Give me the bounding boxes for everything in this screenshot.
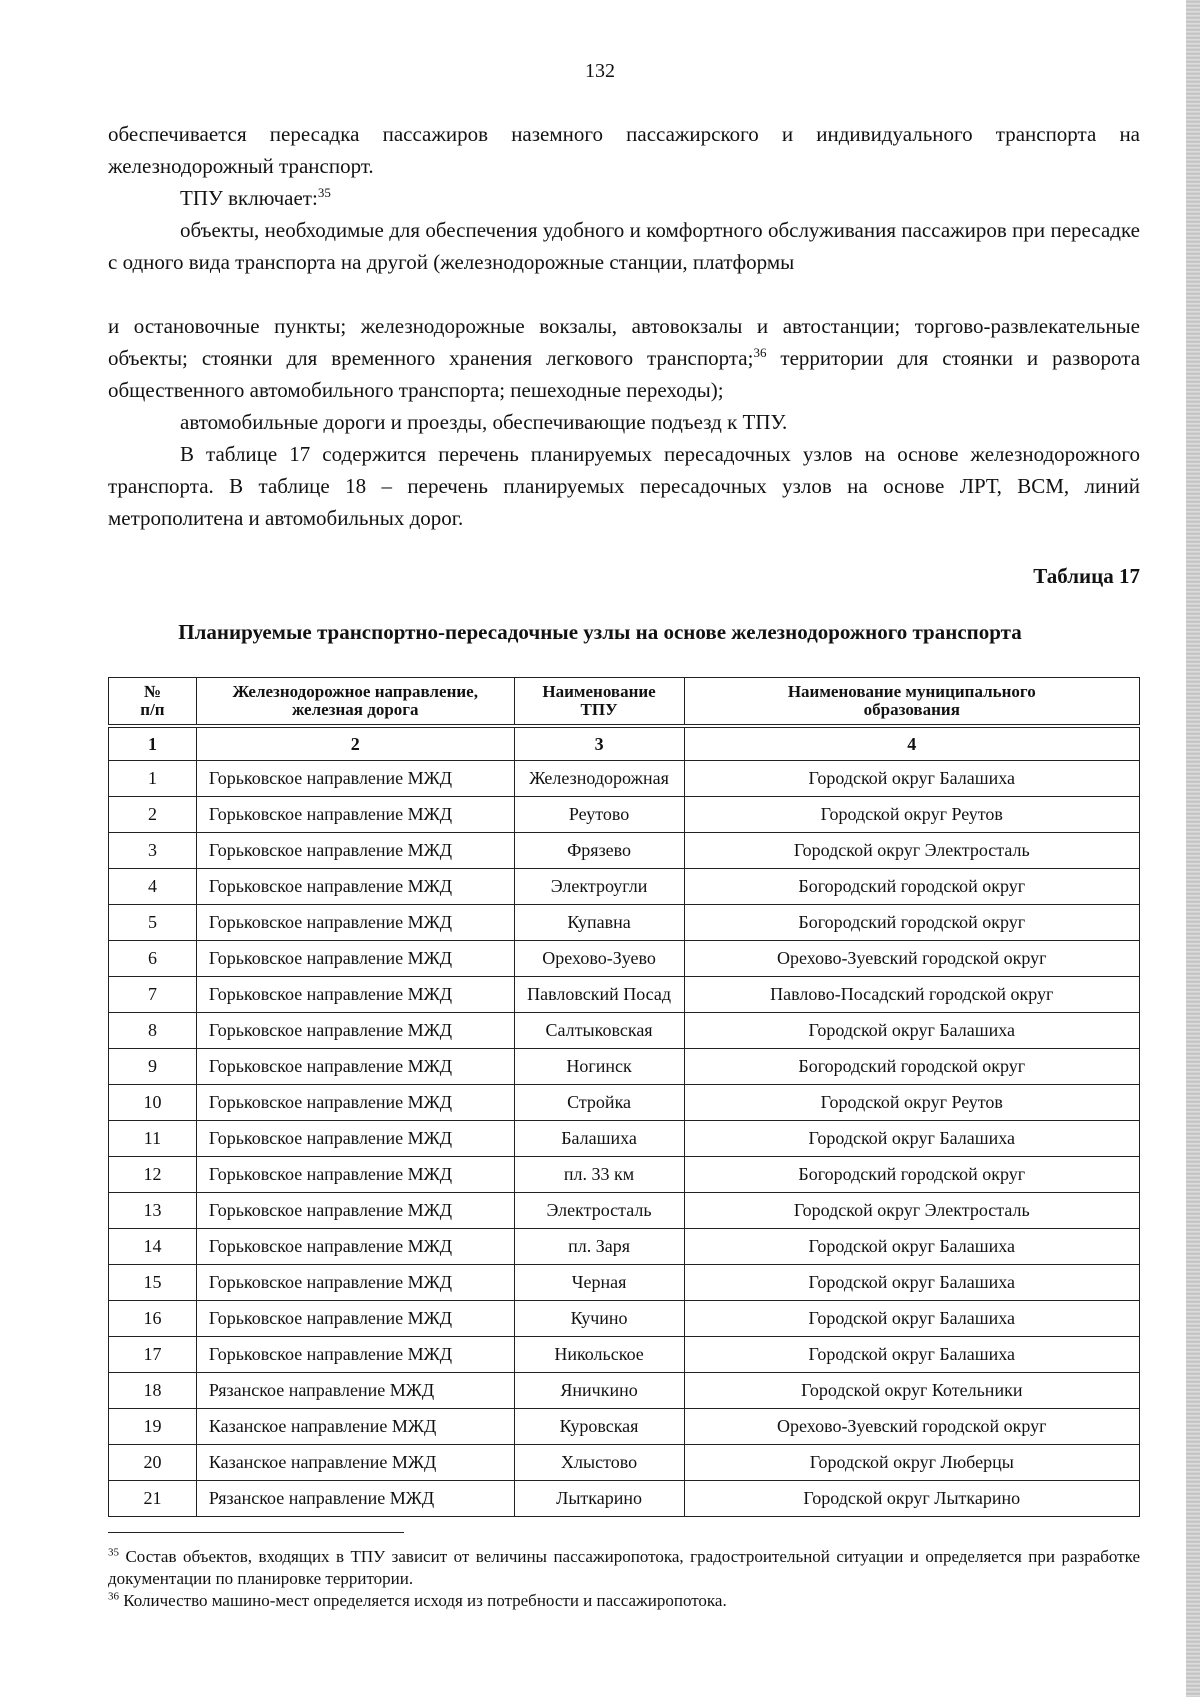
cell-number: 6 xyxy=(109,941,197,977)
table-row xyxy=(109,797,1140,833)
table-row xyxy=(109,1445,1140,1481)
footnote-divider xyxy=(108,1532,404,1533)
cell-tpu-name: Яничкино xyxy=(514,1373,684,1409)
cell-tpu-name: Купавна xyxy=(514,905,684,941)
cell-tpu-name: Электроугли xyxy=(514,869,684,905)
paragraph xyxy=(108,310,1140,406)
table-label: Таблица 17 xyxy=(1033,564,1140,588)
table-row xyxy=(109,761,1140,797)
cell-municipality: Городской округ Люберцы xyxy=(684,1445,1139,1481)
header-tpu-name xyxy=(514,678,684,727)
paragraph xyxy=(108,182,1140,214)
cell-tpu-name: Балашиха xyxy=(514,1121,684,1157)
column-number-row xyxy=(109,726,1140,761)
column-number: 2 xyxy=(196,726,514,761)
cell-municipality: Богородский городской округ xyxy=(684,905,1139,941)
column-number: 3 xyxy=(514,726,684,761)
footnote xyxy=(108,1590,1140,1612)
header-text: № xyxy=(143,682,161,701)
cell-municipality: Богородский городской округ xyxy=(684,1157,1139,1193)
body-text-bottom xyxy=(108,310,1140,534)
paragraph-text: ТПУ включает: xyxy=(180,186,318,210)
cell-municipality: Богородский городской округ xyxy=(684,1049,1139,1085)
table-header-row xyxy=(109,678,1140,727)
cell-number: 12 xyxy=(109,1157,197,1193)
cell-railway-direction: Горьковское направление МЖД xyxy=(196,941,514,977)
cell-number: 17 xyxy=(109,1337,197,1373)
paragraph-text: и остановочные пункты; железнодорожные вокзалы, автовокзалы и автостанции; торгово-развлекательные объекты; стоянки для временного хранения легкового транспорта; xyxy=(108,314,1140,370)
cell-municipality: Городской округ Котельники xyxy=(684,1373,1139,1409)
cell-railway-direction: Горьковское направление МЖД xyxy=(196,1337,514,1373)
cell-number: 5 xyxy=(109,905,197,941)
tpu-table xyxy=(108,677,1140,1517)
scan-edge xyxy=(1186,0,1200,1697)
paragraph: В таблице 17 содержится перечень планируемых пересадочных узлов на основе железнодорожного транспорта. В таблице 18 – перечень планируемых пересадочных узлов на основе ЛРТ, ВСМ, линий метрополитена и автомобильных дорог. xyxy=(108,442,1140,530)
cell-municipality: Городской округ Балашиха xyxy=(684,1301,1139,1337)
body-text-top xyxy=(108,118,1140,278)
footnote-ref[interactable]: 35 xyxy=(317,185,331,200)
table-title: Планируемые транспортно-пересадочные узлы на основе железнодорожного транспорта xyxy=(178,620,1022,644)
cell-municipality: Городской округ Электросталь xyxy=(684,833,1139,869)
table-row xyxy=(109,1337,1140,1373)
table-row xyxy=(109,1229,1140,1265)
footnotes xyxy=(108,1546,1140,1612)
table-row xyxy=(109,869,1140,905)
cell-municipality: Городской округ Балашиха xyxy=(684,1013,1139,1049)
table-row xyxy=(109,1265,1140,1301)
header-text: образования xyxy=(863,700,960,719)
cell-tpu-name: Фрязево xyxy=(514,833,684,869)
cell-railway-direction: Казанское направление МЖД xyxy=(196,1445,514,1481)
cell-railway-direction: Горьковское направление МЖД xyxy=(196,1157,514,1193)
cell-railway-direction: Горьковское направление МЖД xyxy=(196,1049,514,1085)
cell-municipality: Орехово-Зуевский городской округ xyxy=(684,1409,1139,1445)
table-row xyxy=(109,1481,1140,1517)
column-number: 1 xyxy=(109,726,197,761)
header-text: ТПУ xyxy=(580,700,618,719)
header-text: Железнодорожное направление, xyxy=(232,682,478,701)
cell-railway-direction: Горьковское направление МЖД xyxy=(196,905,514,941)
cell-railway-direction: Горьковское направление МЖД xyxy=(196,1265,514,1301)
cell-tpu-name: Павловский Посад xyxy=(514,977,684,1013)
cell-number: 2 xyxy=(109,797,197,833)
header-railway-direction xyxy=(196,678,514,727)
footnote-text: Состав объектов, входящих в ТПУ зависит от величины пассажиропотока, градостроительной ситуации и определяется при разработке документации по планировке территории. xyxy=(108,1547,1140,1588)
header-text: железная дорога xyxy=(291,700,419,719)
cell-tpu-name: Никольское xyxy=(514,1337,684,1373)
cell-railway-direction: Горьковское направление МЖД xyxy=(196,1301,514,1337)
page-number: 132 xyxy=(585,60,615,82)
cell-number: 16 xyxy=(109,1301,197,1337)
cell-municipality: Городской округ Реутов xyxy=(684,1085,1139,1121)
cell-number: 21 xyxy=(109,1481,197,1517)
table-row xyxy=(109,1193,1140,1229)
cell-railway-direction: Горьковское направление МЖД xyxy=(196,761,514,797)
cell-railway-direction: Казанское направление МЖД xyxy=(196,1409,514,1445)
header-municipality xyxy=(684,678,1139,727)
cell-railway-direction: Горьковское направление МЖД xyxy=(196,977,514,1013)
cell-tpu-name: пл. 33 км xyxy=(514,1157,684,1193)
cell-number: 7 xyxy=(109,977,197,1013)
table-row xyxy=(109,1301,1140,1337)
cell-municipality: Городской округ Балашиха xyxy=(684,1337,1139,1373)
table-row xyxy=(109,905,1140,941)
column-number: 4 xyxy=(684,726,1139,761)
footnote-mark: 36 xyxy=(108,1590,119,1603)
cell-number: 15 xyxy=(109,1265,197,1301)
footnote-text: Количество машино-мест определяется исходя из потребности и пассажиропотока. xyxy=(119,1591,727,1610)
cell-number: 10 xyxy=(109,1085,197,1121)
cell-municipality: Городской округ Балашиха xyxy=(684,1121,1139,1157)
cell-number: 13 xyxy=(109,1193,197,1229)
cell-railway-direction: Рязанское направление МЖД xyxy=(196,1373,514,1409)
header-number xyxy=(109,678,197,727)
cell-number: 9 xyxy=(109,1049,197,1085)
cell-tpu-name: Стройка xyxy=(514,1085,684,1121)
paragraph: объекты, необходимые для обеспечения удобного и комфортного обслуживания пассажиров при пересадке с одного вида транспорта на другой (железнодорожные станции, платформы xyxy=(108,218,1140,274)
table-row xyxy=(109,1049,1140,1085)
header-text: Наименование xyxy=(542,682,656,701)
paragraph: автомобильные дороги и проезды, обеспечивающие подъезд к ТПУ. xyxy=(180,410,788,434)
cell-tpu-name: Реутово xyxy=(514,797,684,833)
cell-number: 1 xyxy=(109,761,197,797)
table-row xyxy=(109,1085,1140,1121)
cell-municipality: Городской округ Балашиха xyxy=(684,761,1139,797)
cell-municipality: Богородский городской округ xyxy=(684,869,1139,905)
cell-number: 3 xyxy=(109,833,197,869)
cell-tpu-name: Железнодорожная xyxy=(514,761,684,797)
paragraph: обеспечивается пересадка пассажиров наземного пассажирского и индивидуального транспорта на железнодорожный транспорт. xyxy=(108,122,1140,178)
table-row xyxy=(109,1157,1140,1193)
table-row xyxy=(109,1373,1140,1409)
cell-railway-direction: Горьковское направление МЖД xyxy=(196,1193,514,1229)
footnote xyxy=(108,1546,1140,1590)
cell-municipality: Павлово-Посадский городской округ xyxy=(684,977,1139,1013)
paragraph-text: территории для стоянки и разворота общественного автомобильного транспорта; пешеходные переходы); xyxy=(108,346,1141,402)
cell-municipality: Городской округ Электросталь xyxy=(684,1193,1139,1229)
table-row xyxy=(109,1121,1140,1157)
cell-tpu-name: Салтыковская xyxy=(514,1013,684,1049)
cell-tpu-name: Электросталь xyxy=(514,1193,684,1229)
cell-railway-direction: Горьковское направление МЖД xyxy=(196,1085,514,1121)
cell-number: 14 xyxy=(109,1229,197,1265)
footnote-mark: 35 xyxy=(108,1546,119,1559)
cell-tpu-name: Куровская xyxy=(514,1409,684,1445)
cell-municipality: Городской округ Балашиха xyxy=(684,1229,1139,1265)
cell-tpu-name: Кучино xyxy=(514,1301,684,1337)
table-row xyxy=(109,1013,1140,1049)
cell-tpu-name: Черная xyxy=(514,1265,684,1301)
cell-municipality: Городской округ Реутов xyxy=(684,797,1139,833)
cell-number: 20 xyxy=(109,1445,197,1481)
cell-number: 8 xyxy=(109,1013,197,1049)
cell-tpu-name: Хлыстово xyxy=(514,1445,684,1481)
cell-tpu-name: пл. Заря xyxy=(514,1229,684,1265)
table-row xyxy=(109,833,1140,869)
table-row xyxy=(109,941,1140,977)
cell-railway-direction: Горьковское направление МЖД xyxy=(196,1229,514,1265)
table-row xyxy=(109,1409,1140,1445)
cell-railway-direction: Горьковское направление МЖД xyxy=(196,1121,514,1157)
cell-municipality: Городской округ Балашиха xyxy=(684,1265,1139,1301)
cell-railway-direction: Горьковское направление МЖД xyxy=(196,797,514,833)
cell-tpu-name: Орехово-Зуево xyxy=(514,941,684,977)
cell-number: 19 xyxy=(109,1409,197,1445)
cell-railway-direction: Горьковское направление МЖД xyxy=(196,833,514,869)
cell-number: 18 xyxy=(109,1373,197,1409)
cell-number: 11 xyxy=(109,1121,197,1157)
header-text: Наименование муниципального xyxy=(787,682,1036,701)
cell-tpu-name: Ногинск xyxy=(514,1049,684,1085)
cell-number: 4 xyxy=(109,869,197,905)
cell-railway-direction: Горьковское направление МЖД xyxy=(196,1013,514,1049)
footnote-ref[interactable]: 36 xyxy=(753,345,767,360)
cell-railway-direction: Горьковское направление МЖД xyxy=(196,869,514,905)
header-text: п/п xyxy=(140,700,165,719)
cell-municipality: Орехово-Зуевский городской округ xyxy=(684,941,1139,977)
table-row xyxy=(109,977,1140,1013)
cell-municipality: Городской округ Лыткарино xyxy=(684,1481,1139,1517)
cell-tpu-name: Лыткарино xyxy=(514,1481,684,1517)
cell-railway-direction: Рязанское направление МЖД xyxy=(196,1481,514,1517)
